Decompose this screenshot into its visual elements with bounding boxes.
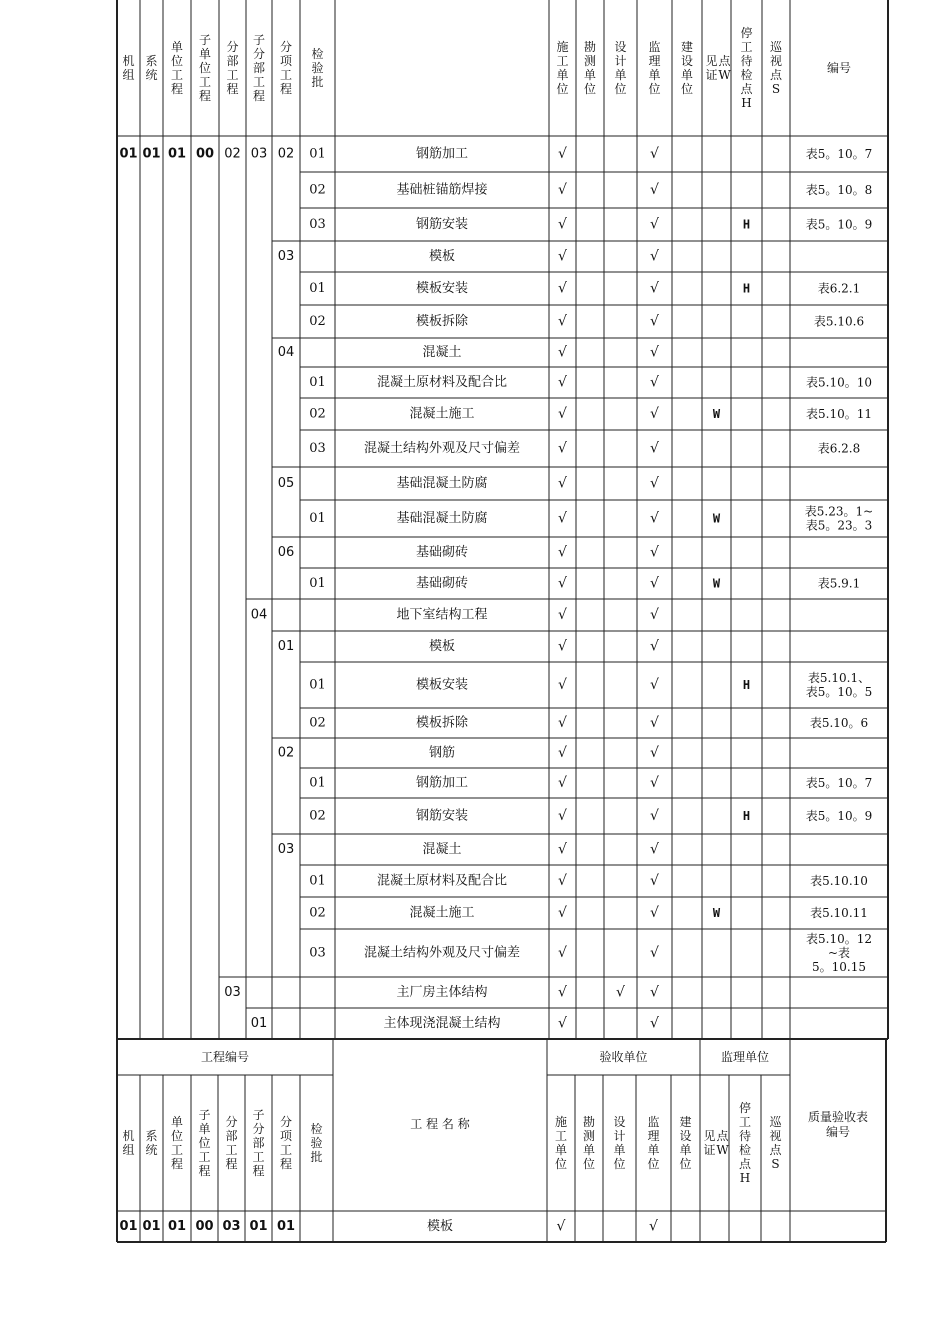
item-name: 模板拆除	[415, 314, 469, 329]
header-col-0: 机组	[122, 54, 135, 82]
check-mark: √	[558, 984, 567, 1001]
form-number: 表5.10。10	[806, 375, 872, 390]
hold-point-mark: H	[742, 217, 751, 232]
check-mark: √	[558, 677, 567, 693]
check-mark: √	[650, 313, 659, 330]
bottom-header-col-2: 单位工程	[170, 1115, 184, 1171]
item-name: 基础桩锚筋焊接	[396, 182, 488, 198]
form-number: 表5.23。1~	[804, 504, 874, 519]
quality-form-number-header: 质量验收表	[807, 1110, 869, 1124]
check-mark: √	[650, 280, 659, 297]
check-mark: √	[649, 1218, 658, 1235]
check-mark: √	[650, 808, 659, 824]
check-mark: √	[650, 677, 659, 693]
check-mark: √	[558, 715, 567, 731]
item-name: 混凝土	[422, 345, 462, 360]
form-number: 表5。10。9	[805, 809, 873, 823]
bottom-header-col-16: 巡视点 S	[769, 1115, 782, 1171]
check-mark: √	[558, 745, 567, 761]
header-col-6: 分项工程	[279, 40, 293, 96]
group-acceptance-units: 验收单位	[599, 1050, 648, 1064]
code-cell: 00	[195, 1219, 214, 1234]
item-name: 基础砌砖	[415, 545, 469, 560]
project-name-header: 工 程 名 称	[410, 1117, 470, 1131]
check-mark: √	[558, 374, 567, 391]
check-mark: √	[558, 248, 567, 265]
bottom-header-col-9: 施工单位	[554, 1115, 568, 1171]
header-col-11: 设计单位	[614, 40, 627, 96]
item-name: 混凝土结构外观及尺寸偏差	[363, 945, 521, 961]
code-cell: 02	[277, 745, 295, 761]
check-mark: √	[650, 510, 659, 527]
item-name: 混凝土	[422, 842, 462, 857]
hold-point-mark: H	[742, 281, 751, 296]
code-cell: 03	[309, 945, 326, 961]
hold-point-mark: H	[742, 809, 751, 823]
table-text	[119, 25, 873, 1235]
item-name: 混凝土结构外观及尺寸偏差	[363, 441, 521, 456]
header-col-2: 单位工程	[170, 40, 184, 96]
check-mark: √	[650, 945, 659, 961]
code-cell: 01	[309, 677, 326, 693]
code-cell: 03	[309, 217, 326, 232]
code-cell: 02	[224, 146, 241, 162]
check-mark: √	[650, 440, 659, 457]
check-mark: √	[558, 1015, 567, 1032]
item-name: 钢筋安装	[415, 217, 469, 232]
header-col-12: 监理单位	[648, 40, 661, 96]
code-cell: 06	[277, 545, 295, 560]
bottom-header-col-0: 机组	[122, 1129, 135, 1157]
code-cell: 01	[309, 146, 326, 162]
bottom-header-col-6: 分项工程	[279, 1115, 293, 1171]
check-mark: √	[650, 344, 659, 361]
hold-point-mark: H	[742, 678, 751, 692]
code-cell: 01	[119, 146, 138, 162]
bottom-header-col-4: 分部工程	[225, 1115, 238, 1171]
form-number: 表5.10.11	[810, 906, 868, 920]
form-number: 表5。10。9	[805, 217, 873, 232]
form-number: ~表	[827, 946, 851, 960]
witness-point-mark: W	[712, 906, 721, 920]
form-number: 表5.10。12	[806, 932, 872, 946]
header-col-7: 检验批	[311, 47, 324, 89]
code-cell: 01	[309, 375, 326, 390]
witness-point-mark: W	[712, 511, 721, 526]
form-number: 表5。10。8	[805, 183, 873, 197]
code-cell: 03	[277, 842, 295, 857]
check-mark: √	[558, 841, 567, 858]
form-number: 表5.10.6	[813, 314, 865, 329]
code-cell: 00	[195, 146, 215, 162]
form-number: 表5.10.10	[810, 874, 868, 888]
item-name: 模板拆除	[415, 715, 469, 731]
header-col-4: 分部工程	[226, 40, 239, 96]
item-name: 钢筋	[428, 745, 456, 761]
check-mark: √	[650, 575, 659, 592]
check-mark: √	[650, 406, 659, 422]
bottom-header-col-5: 子分部工程	[252, 1108, 265, 1178]
check-mark: √	[650, 475, 659, 492]
code-cell: 03	[277, 249, 295, 264]
check-mark: √	[650, 1015, 659, 1032]
form-number: 5。10.15	[812, 960, 866, 974]
code-cell: 02	[309, 808, 326, 824]
code-cell: 03	[224, 985, 241, 1000]
item-name: 钢筋加工	[415, 775, 469, 791]
bottom-header-col-11: 设计单位	[613, 1115, 626, 1171]
item-name: 基础混凝土防腐	[396, 476, 488, 491]
header-col-9: 施工单位	[556, 40, 569, 96]
code-cell: 01	[249, 1219, 268, 1234]
code-cell: 01	[309, 576, 326, 591]
check-mark: √	[558, 607, 567, 623]
check-mark: √	[558, 873, 567, 889]
bottom-header-col-10: 勘测单位	[582, 1115, 596, 1171]
check-mark: √	[558, 638, 567, 655]
check-mark: √	[558, 945, 567, 961]
item-name: 混凝土原材料及配合比	[376, 375, 508, 390]
code-cell: 01	[142, 146, 161, 162]
check-mark: √	[558, 440, 567, 457]
item-name: 模板安装	[415, 677, 469, 693]
form-number: 表5.9.1	[817, 576, 861, 591]
code-cell: 01	[277, 639, 295, 654]
bottom-header-col-7: 检验批	[310, 1122, 323, 1164]
code-cell: 05	[277, 476, 295, 491]
code-cell: 02	[309, 905, 326, 921]
bottom-header-col-14: 见证点 W	[703, 1129, 729, 1157]
code-cell: 03	[222, 1219, 241, 1234]
check-mark: √	[558, 280, 567, 297]
code-cell: 01	[119, 1219, 138, 1234]
code-cell: 02	[277, 146, 295, 162]
check-mark: √	[558, 475, 567, 492]
form-number: 表6.2.8	[817, 441, 861, 456]
check-mark: √	[558, 808, 567, 824]
item-name: 模板	[426, 1219, 454, 1234]
check-mark: √	[650, 905, 659, 921]
item-name: 混凝土原材料及配合比	[376, 873, 508, 889]
check-mark: √	[558, 146, 567, 162]
check-mark: √	[616, 984, 625, 1001]
check-mark: √	[650, 745, 659, 761]
form-number: 表5。10。7	[805, 776, 873, 790]
form-number: 表5.10.1、	[807, 671, 871, 685]
check-mark: √	[558, 216, 567, 233]
item-name: 基础砌砖	[415, 576, 469, 591]
header-col-13: 建设单位	[680, 40, 694, 96]
form-number: 表5。23。3	[805, 518, 873, 533]
code-cell: 03	[309, 441, 326, 456]
item-name: 地下室结构工程	[396, 607, 488, 623]
check-mark: √	[556, 1218, 566, 1235]
check-mark: √	[650, 216, 659, 233]
group-project-code: 工程编号	[200, 1050, 250, 1064]
header-col-10: 勘测单位	[583, 40, 597, 96]
check-mark: √	[558, 344, 567, 361]
item-name: 主厂房主体结构	[396, 985, 488, 1000]
check-mark: √	[650, 775, 659, 791]
witness-point-mark: W	[712, 407, 721, 421]
code-cell: 01	[250, 1016, 268, 1031]
item-name: 模板	[428, 639, 456, 654]
check-mark: √	[650, 374, 659, 391]
header-col-3: 子单位工程	[198, 33, 212, 103]
item-name: 模板	[428, 249, 456, 264]
header-col-5: 子分部工程	[252, 33, 266, 103]
header-col-15: 停工待检点 H	[740, 26, 753, 110]
group-supervision-unit: 监理单位	[720, 1050, 770, 1064]
code-cell: 01	[167, 146, 187, 162]
check-mark: √	[558, 575, 567, 592]
code-cell: 01	[276, 1219, 296, 1234]
code-cell: 01	[309, 511, 326, 526]
check-mark: √	[650, 715, 659, 731]
form-number: 表6.2.1	[817, 281, 861, 296]
header-col-17: 编号	[826, 61, 852, 75]
item-name: 混凝土施工	[409, 406, 475, 422]
check-mark: √	[558, 905, 567, 921]
item-name: 基础混凝土防腐	[396, 511, 488, 526]
check-mark: √	[650, 841, 659, 858]
code-cell: 01	[142, 1219, 161, 1234]
check-mark: √	[558, 406, 567, 422]
form-number: 表5。10。5	[805, 685, 873, 699]
code-cell: 04	[277, 345, 295, 360]
code-cell: 02	[309, 182, 326, 198]
bottom-header-col-12: 监理单位	[647, 1115, 660, 1171]
form-number: 表5。10。7	[805, 147, 873, 161]
check-mark: √	[650, 607, 659, 623]
item-name: 混凝土施工	[409, 905, 475, 921]
witness-point-mark: W	[712, 576, 721, 591]
item-name: 主体现浇混凝土结构	[383, 1016, 501, 1031]
bottom-header-col-15: 停工待检点 H	[738, 1101, 752, 1185]
code-cell: 04	[250, 607, 268, 623]
code-cell: 02	[309, 715, 326, 731]
quality-form-number-header: 编号	[825, 1125, 851, 1139]
check-mark: √	[650, 638, 659, 655]
check-mark: √	[558, 510, 567, 527]
header-col-16: 巡视点 S	[769, 40, 783, 96]
check-mark: √	[558, 313, 567, 330]
code-cell: 01	[167, 1219, 187, 1234]
check-mark: √	[650, 248, 659, 265]
header-col-1: 系统	[145, 54, 158, 82]
code-cell: 01	[309, 281, 326, 296]
code-cell: 02	[309, 406, 326, 422]
code-cell: 01	[309, 873, 326, 889]
code-cell: 01	[309, 775, 326, 791]
code-cell: 03	[250, 146, 268, 162]
form-number: 表5.10。11	[806, 407, 872, 421]
check-mark: √	[650, 182, 659, 198]
check-mark: √	[558, 544, 567, 561]
form-number: 表5.10。6	[809, 716, 869, 730]
check-mark: √	[558, 182, 567, 198]
bottom-header-col-1: 系统	[145, 1129, 158, 1157]
header-col-14: 见证点 W	[705, 54, 731, 82]
check-mark: √	[650, 146, 659, 162]
check-mark: √	[650, 984, 659, 1001]
check-mark: √	[650, 544, 659, 561]
bottom-header-col-13: 建设单位	[679, 1115, 692, 1171]
item-name: 钢筋加工	[415, 146, 469, 162]
bottom-header-col-3: 子单位工程	[198, 1108, 211, 1178]
item-name: 钢筋安装	[415, 808, 469, 824]
check-mark: √	[558, 775, 567, 791]
code-cell: 02	[309, 314, 326, 329]
item-name: 模板安装	[415, 281, 469, 296]
check-mark: √	[650, 873, 659, 889]
